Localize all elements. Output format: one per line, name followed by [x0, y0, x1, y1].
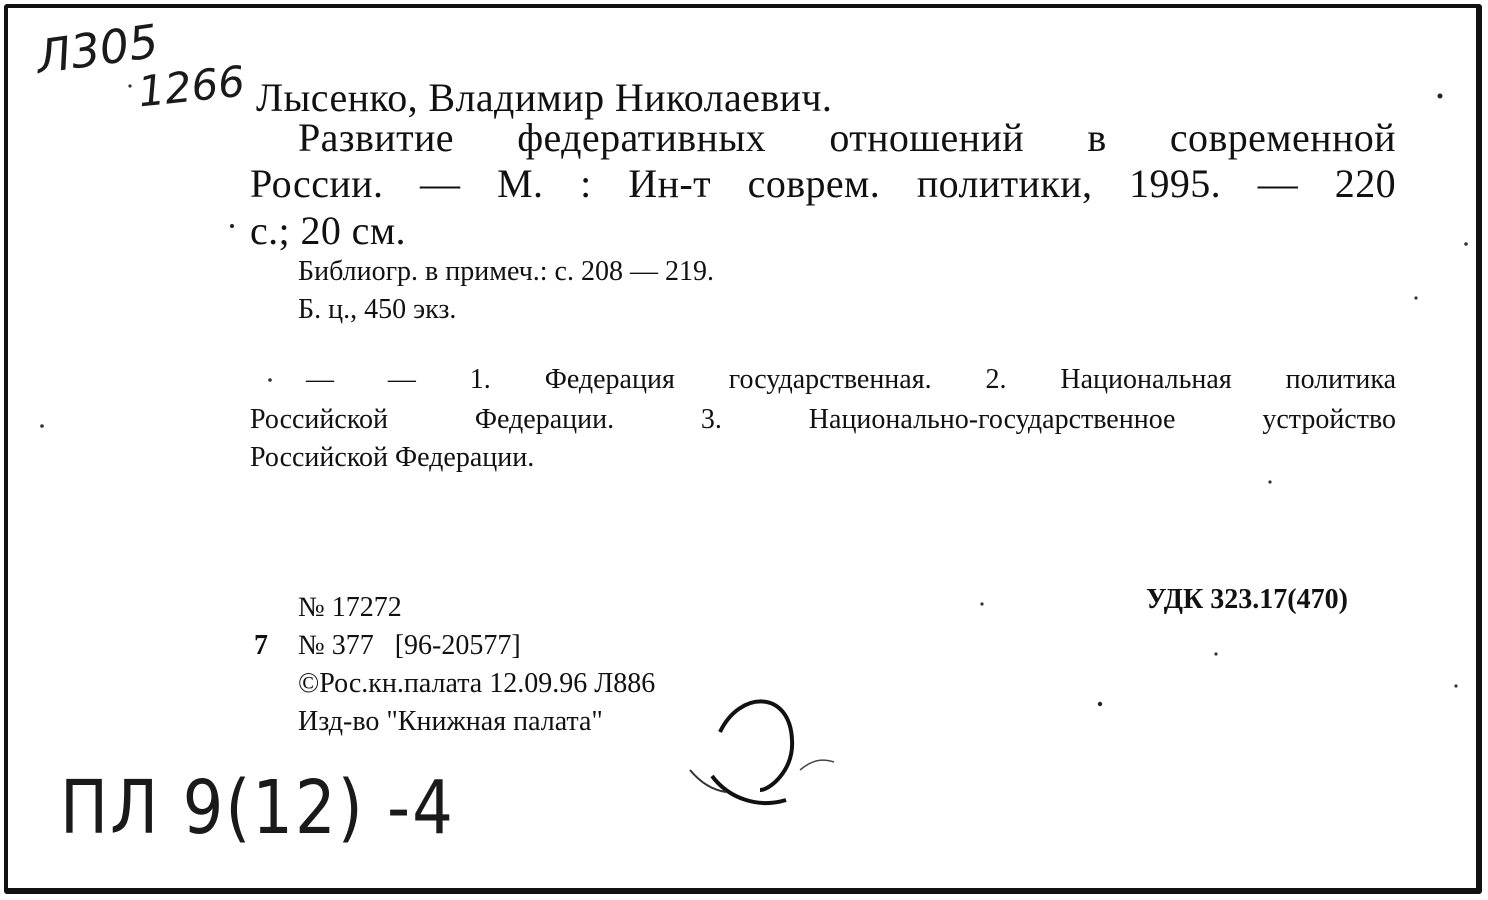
udc-code: УДК 323.17(470) — [1146, 584, 1348, 615]
subjects-line-1: — — 1. Федерация государственная. 2. Национальная политика — [306, 364, 1396, 395]
price-copies-note: Б. ц., 450 экз. — [298, 294, 457, 325]
handwritten-number-top: Л305 — [32, 13, 162, 85]
bibliography-note: Библиогр. в примеч.: с. 208 — 219. — [298, 256, 714, 287]
author-heading: Лысенко, Владимир Николаевич. — [256, 75, 833, 120]
title-line-1: Развитие федеративных отношений в современной — [298, 115, 1396, 160]
handwritten-shelf-code: ПЛ 9(12) -4 — [60, 766, 455, 852]
subjects-line-3: Российской Федерации. — [250, 442, 535, 473]
title-line-2: России. — М. : Ин-т соврем. политики, 1995. — 220 — [250, 161, 1396, 206]
copyright-line: ©Рос.кн.палата 12.09.96 Л886 — [298, 668, 656, 699]
footer-prefix-7: 7 — [254, 630, 268, 661]
card-number: № 17272 — [298, 592, 402, 623]
title-line-3: с.; 20 см. — [250, 208, 406, 253]
subjects-line-2: Российской Федерации. 3. Национально-государственное устройство — [250, 404, 1396, 435]
registration-number: № 377 [96-20577] — [298, 630, 521, 661]
handwritten-number-second: 1266 — [135, 56, 248, 117]
publisher-line: Изд-во "Книжная палата" — [298, 706, 603, 737]
